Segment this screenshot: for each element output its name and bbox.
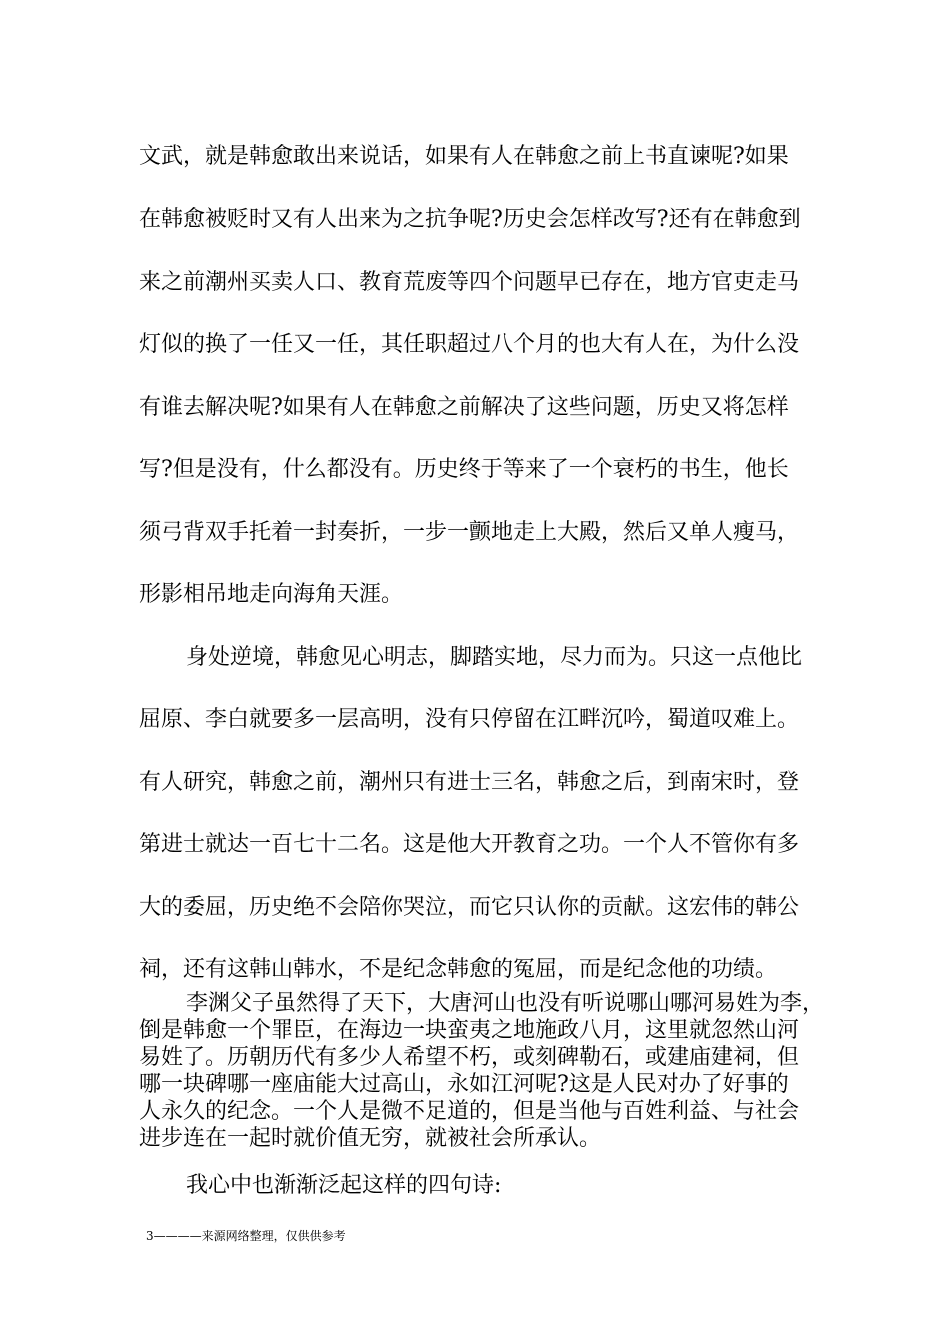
text-line: 进步连在一起时就价值无穷，就被社会所承认。 bbox=[139, 1126, 602, 1151]
text-line: 来之前潮州买卖人口、教育荒废等四个问题早已存在，地方官吏走马 bbox=[139, 270, 800, 295]
text-line: 写?但是没有，什么都没有。历史终于等来了一个衰朽的书生，他长 bbox=[139, 457, 789, 482]
text-line: 易姓了。历朝历代有多少人希望不朽，或刻碑勒石，或建庙建祠，但 bbox=[139, 1045, 800, 1070]
text-line: 形影相吊地走向海角天涯。 bbox=[139, 582, 404, 607]
text-line: 在韩愈被贬时又有人出来为之抗争呢?历史会怎样改写?还有在韩愈到 bbox=[139, 207, 801, 232]
text-line: 须弓背双手托着一封奏折，一步一颤地走上大殿，然后又单人瘦马， bbox=[139, 520, 800, 545]
paragraph-first-line: 李渊父子虽然得了天下，大唐河山也没有听说哪山哪河易姓为李， bbox=[186, 991, 825, 1016]
text-line: 屈原、李白就要多一层高明，没有只停留在江畔沉吟，蜀道叹难上。 bbox=[139, 707, 800, 732]
text-line: 人永久的纪念。一个人是微不足道的，但是当他与百姓利益、与社会 bbox=[139, 1099, 800, 1124]
paragraph-first-line: 我心中也渐渐泛起这样的四句诗: bbox=[186, 1173, 502, 1198]
text-line: 哪一块碑哪一座庙能大过高山，永如江河呢?这是人民对办了好事的 bbox=[139, 1072, 789, 1097]
text-line: 祠，还有这韩山韩水，不是纪念韩愈的冤屈，而是纪念他的功绩。 bbox=[139, 957, 778, 982]
paragraph-first-line: 身处逆境，韩愈见心明志，脚踏实地，尽力而为。只这一点他比 bbox=[186, 645, 803, 670]
text-line: 文武，就是韩愈敢出来说话，如果有人在韩愈之前上书直谏呢?如果 bbox=[139, 144, 789, 169]
text-line: 灯似的换了一任又一任，其任职超过八个月的也大有人在，为什么没 bbox=[139, 332, 800, 357]
page-footer: 3————来源网络整理，仅供供参考 bbox=[146, 1229, 346, 1243]
text-line: 有人研究，韩愈之前，潮州只有进士三名，韩愈之后，到南宋时，登 bbox=[139, 770, 800, 795]
text-line: 大的委屈，历史绝不会陪你哭泣，而它只认你的贡献。这宏伟的韩公 bbox=[139, 895, 800, 920]
text-line: 有谁去解决呢?如果有人在韩愈之前解决了这些问题，历史又将怎样 bbox=[139, 395, 789, 420]
text-line: 倒是韩愈一个罪臣，在海边一块蛮夷之地施政八月，这里就忽然山河 bbox=[139, 1018, 800, 1043]
text-line: 第进士就达一百七十二名。这是他大开教育之功。一个人不管你有多 bbox=[139, 832, 800, 857]
